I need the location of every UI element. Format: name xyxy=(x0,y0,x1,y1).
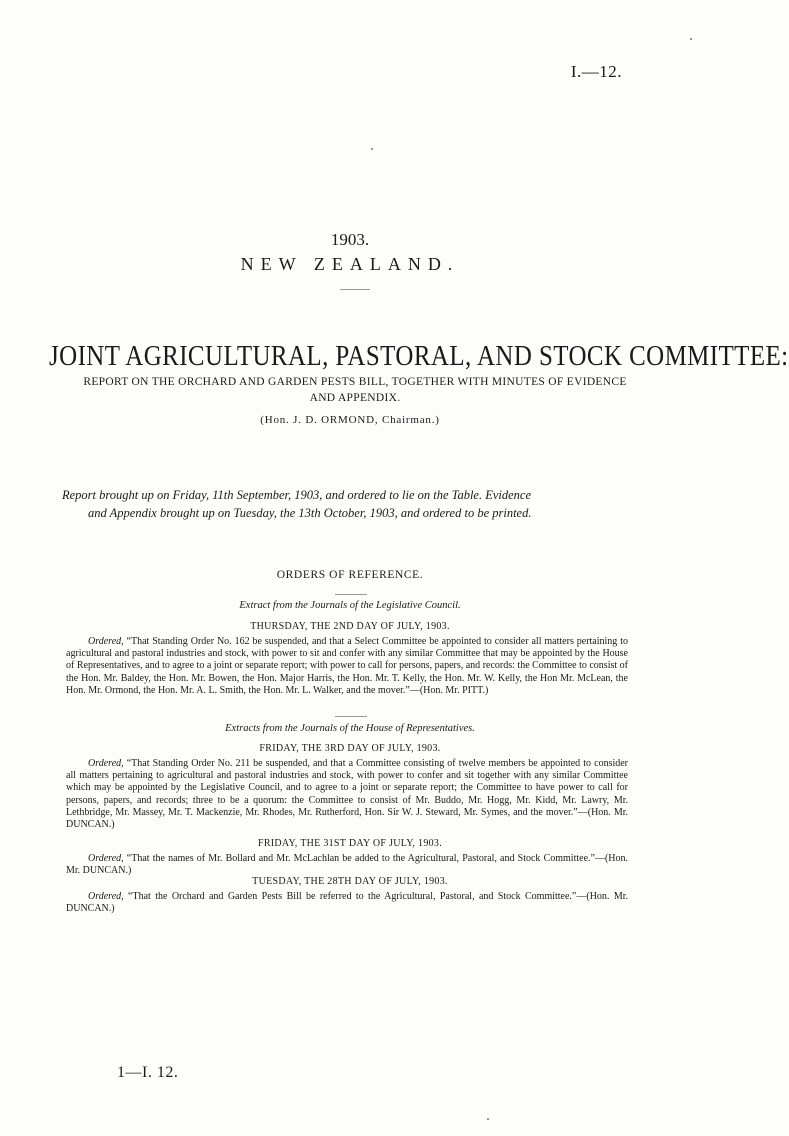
order-lead: Ordered, xyxy=(88,853,124,864)
divider-rule xyxy=(335,594,367,595)
orders-heading: ORDERS OF REFERENCE. xyxy=(276,569,424,581)
report-line-2: and Appendix brought up on Tuesday, the 13th October, 1903, and ordered to be printed. xyxy=(88,506,532,520)
order-text: “That Standing Order No. 162 be suspended, and that a Select Committee be appointed to consider all matters pertaining to agricultural and pastoral industries and stock, with power to sit and confer with any similar Committee that may be appointed by the House of Representatives, and to agree to a joint or separate report; with power to call for persons, papers, and records: the Committee to consist of the Hon. Mr. Baldey, the Hon. Mr. Bowen, the Hon. Major Harris, the Hon. Mr. T. Kelly, the Hon. Mr. W. Kelly, the Hon Mr. McLean, the Hon. Mr. Ormond, the Hon. Mr. A. L. Smith, the Hon. Mr. L. Walker, and the mover.”—(Hon. Mr. PITT.) xyxy=(66,636,629,696)
report-statement xyxy=(62,486,642,522)
date-house-2: FRIDAY, THE 31ST DAY OF JULY, 1903. xyxy=(257,838,443,849)
paper-speck xyxy=(371,148,373,150)
chairman-line: (Hon. J. D. ORMOND, Chairman.) xyxy=(260,414,440,426)
document-year: 1903. xyxy=(330,230,370,249)
order-text: “That the Orchard and Garden Pests Bill be referred to the Agricultural, Pastoral, and Stock Committee.”—(Hon. Mr. DUNCAN.) xyxy=(66,891,628,915)
extract-council-heading: Extract from the Journals of the Legislative Council. xyxy=(239,600,461,611)
paper-speck xyxy=(487,1118,489,1120)
divider-rule xyxy=(335,716,367,717)
order-text: “That the names of Mr. Bollard and Mr. McLachlan be added to the Agricultural, Pastoral, and Stock Committee.”—(Hon. Mr. DUNCAN.) xyxy=(66,853,629,877)
date-house-3: TUESDAY, THE 28TH DAY OF JULY, 1903. xyxy=(252,876,448,887)
document-subtitle: REPORT ON THE ORCHARD AND GARDEN PESTS BILL, TOGETHER WITH MINUTES OF EVIDENCE AND APPENDIX. xyxy=(83,376,627,404)
order-lead: Ordered, xyxy=(88,636,124,647)
country-heading: NEW ZEALAND. xyxy=(240,254,460,274)
order-house-3-paragraph xyxy=(66,891,628,915)
order-lead: Ordered, xyxy=(88,758,124,769)
order-house-1-paragraph xyxy=(66,758,628,831)
order-lead: Ordered, xyxy=(88,891,124,902)
order-house-2-paragraph xyxy=(66,853,628,877)
date-house-1: FRIDAY, THE 3RD DAY OF JULY, 1903. xyxy=(259,743,441,754)
order-text: “That Standing Order No. 211 be suspended, and that a Committee consisting of twelve members be appointed to consider all matters pertaining to agricultural and pastoral industries and stock, with power to confer and sit together with any similar Committee which may be appointed by the Legislative Council, and to agree to a joint or separate report; the Committee to have power to call for persons, papers, and records; three to be a quorum: the Committee to consist of Mr. Buddo, Mr. Hogg, Mr. Kidd, Mr. Lawry, Mr. Lethbridge, Mr. Massey, Mr. T. Mackenzie, Mr. Rhodes, Mr. Rutherford, Hon. Sir W. J. Steward, Mr. Symes, and the mover.”—(Hon. Mr. DUNCAN.) xyxy=(66,758,629,831)
date-council: THURSDAY, THE 2ND DAY OF JULY, 1903. xyxy=(250,621,450,632)
document-title: JOINT AGRICULTURAL, PASTORAL, AND STOCK COMMITTEE: xyxy=(49,340,789,372)
paper-speck xyxy=(690,38,692,40)
page-reference: I.—12. xyxy=(570,62,622,81)
extract-house-heading: Extracts from the Journals of the House of Representatives. xyxy=(225,723,475,734)
footer-reference: 1—I. 12. xyxy=(117,1064,179,1081)
order-council-paragraph xyxy=(66,636,628,697)
report-line-1: Report brought up on Friday, 11th September, 1903, and ordered to lie on the Table. Evidence xyxy=(62,488,532,502)
divider-rule xyxy=(340,289,370,290)
